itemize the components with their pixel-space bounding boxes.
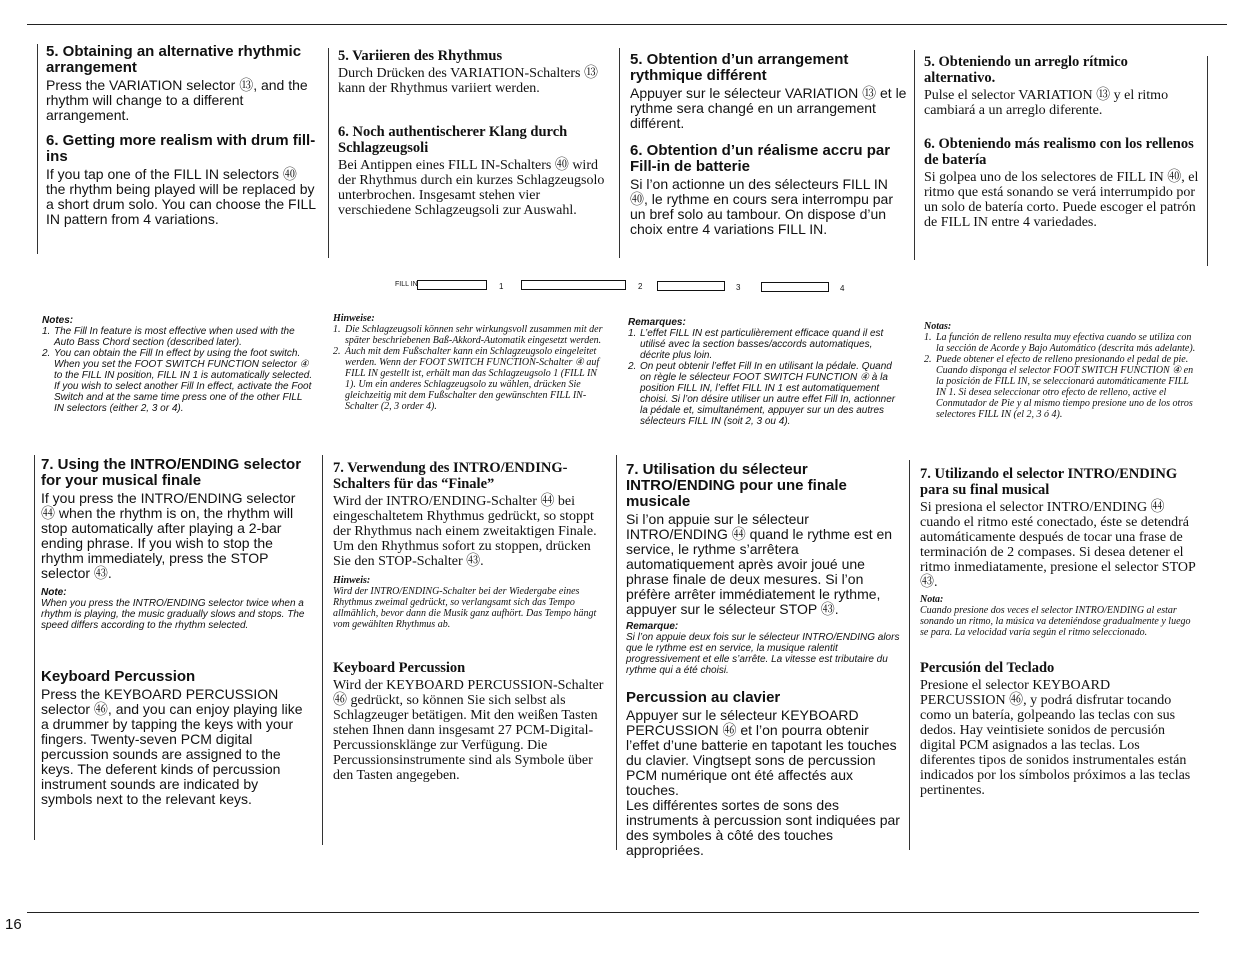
es-note-title: Nota:	[920, 594, 944, 605]
es-notes	[924, 321, 1196, 420]
fr-kp-title: Percussion au clavier	[626, 689, 781, 706]
divider-right-top	[1207, 56, 1208, 266]
en-note-title: Note:	[41, 587, 67, 598]
es-note: Cuando presione dos veces el selector INTRO/ENDING al estar sonando un ritmo, la música va deteniéndose gradualmente y luego se para. La velocidad varía según el ritmo seleccionado.	[920, 605, 1191, 638]
de-notes	[333, 313, 605, 412]
fr-top-column	[630, 52, 908, 237]
en-s7-body: If you press the INTRO/ENDING selector ㊹ when the rhythm is on, the rhythm will stop automatically after playing a 2-bar ending phrase. If you wish to stop the rhythm immediately, press the STOP selector ㊸.	[41, 490, 296, 581]
es-kp-body: Presione el selector KEYBOARD PERCUSSION ㊻, y podrá disfrutar tocando como un batería, golpeando las teclas con sus dedos. Hay veintisiete sonidos de percusión digital PCM asignados a las teclas. Los diferentes tipos de sonidos instrumentales están indicados por los símbolos próximos a las teclas pertinentes.	[920, 678, 1191, 798]
fill-in-selector-1	[417, 280, 487, 290]
divider-de-top	[328, 48, 329, 258]
fr-note-1: 1. L’effet FILL IN est particulièrement efficace quand il est utilisé avec la section basses/accords automatiques, décrite plus loin.	[628, 328, 884, 361]
fill-in-selector-2	[521, 280, 626, 290]
es-s5-title: 5. Obteniendo un arreglo rítmico alternativo.	[924, 54, 1128, 86]
fr-s5-title: 5. Obtention d’un arrangement rythmique différent	[630, 51, 849, 84]
en-s5-body: Press the VARIATION selector ⑬, and the rhythm will change to a different arrangement.	[46, 77, 308, 123]
en-s6-body: If you tap one of the FILL IN selectors ㊵ the rhythm being played will be replaced by a short drum solo. You can choose the FILL IN pattern from 4 variations.	[46, 166, 316, 227]
fill-in-number-4: 4	[840, 284, 845, 293]
fill-in-selector-3	[657, 281, 725, 291]
de-s6-body: Bei Antippen eines FILL IN-Schalters ㊵ wird der Rhythmus durch ein kurzes Schlagzeugsolo unterbrochen. Insgesamt stehen vier verschiedene Schlagzeugsoli zur Auswahl.	[338, 158, 605, 218]
fill-in-number-3: 3	[736, 283, 741, 292]
fr-kp-body-1: Appuyer sur le sélecteur KEYBOARD PERCUSSION ㊻ et l’on pourra obtenir l’effet d’une batterie en tapotant les touches du clavier. Vingtsept sons de percussion PCM numérique ont été affectés aux touches.	[626, 707, 897, 798]
de-note-1: 1. Die Schlagzeugsoli können sehr wirkungsvoll zusammen mit der später beschriebenen Baß-Akkord-Automatik eingesetzt werden.	[333, 324, 603, 346]
de-s5-title: 5. Variieren des Rhythmus	[338, 48, 503, 64]
divider-fr-top	[619, 48, 620, 258]
fr-note-2: 2. On peut obtenir l’effet Fill In en utilisant la pédale. Quand on règle le sélecteur FOOT SWITCH FUNCTION ④ à la position FILL IN, l’effet FILL IN 1 est automatiquement choisi. Si l’on désire utiliser un autre effet Fill In, actionner la pédale et, simultanément, appuyer sur un des autres sélecteurs FILL IN (soit 2, 3 ou 4).	[628, 361, 896, 427]
fill-in-label: FILL IN	[395, 281, 418, 288]
en-note-1: 1. The Fill In feature is most effective when used with the Auto Bass Chord section (described later).	[42, 326, 295, 348]
fr-kp-body-2: Les différentes sortes de sons des instruments à percussion sont indiquées par des symboles à côté des touches appropriées.	[626, 797, 900, 858]
es-bottom-column	[920, 466, 1196, 798]
en-notes	[42, 315, 314, 414]
divider-en-bottom	[34, 455, 35, 840]
en-s5-title: 5. Obtaining an alternative rhythmic arrangement	[46, 43, 302, 76]
divider-fr-bottom	[616, 455, 617, 850]
fr-s6-body: Si l’on actionne un des sélecteurs FILL IN ㊵, le rythme en cours sera interrompu par un bref solo au tambour. On dispose d’un choix entre 4 variations FILL IN.	[630, 176, 893, 237]
en-kp-title: Keyboard Percussion	[41, 668, 196, 685]
en-s6-title: 6. Getting more realism with drum fill-ins	[46, 132, 316, 165]
en-top-column	[46, 44, 318, 227]
top-rule	[27, 24, 1227, 25]
divider-es-top	[914, 50, 915, 260]
es-kp-title: Percusión del Teclado	[920, 660, 1055, 676]
de-bottom-column	[333, 460, 609, 783]
fr-note: Si l’on appuie deux fois sur le sélecteur INTRO/ENDING alors que le rythme est en service, la musique ralentit progressivement et elle s’arrête. La vitesse est tributaire du rythme qui a été choisi.	[626, 632, 900, 676]
fill-in-number-2: 2	[638, 282, 643, 291]
de-kp-title: Keyboard Percussion	[333, 660, 466, 676]
fr-s6-title: 6. Obtention d’un réalisme accru par Fill-in de batterie	[630, 142, 891, 175]
fr-bottom-column	[626, 462, 902, 858]
en-notes-title: Notes:	[42, 315, 74, 326]
de-top-column	[338, 48, 616, 218]
page-number: 16	[5, 916, 22, 933]
es-top-column	[924, 54, 1200, 230]
fill-in-diagram	[395, 278, 855, 292]
en-kp-body: Press the KEYBOARD PERCUSSION selector ㊻, and you can enjoy playing like a drummer by tapping the keys with your fingers. Twenty-seven PCM digital percussion sounds are assigned to the keys. The deferent kinds of percussion instrument sounds are indicated by symbols next to the relevant keys.	[41, 686, 303, 807]
es-notes-title: Notas:	[924, 321, 952, 332]
es-s5-body: Pulse el selector VARIATION ⑬ y el ritmo cambiará a un arreglo diferente.	[924, 88, 1169, 118]
de-s7-title: 7. Verwendung des INTRO/ENDING-Schalters für das “Finale”	[333, 460, 568, 492]
de-s7-body: Wird der INTRO/ENDING-Schalter ㊹ bei eingeschaltetem Rhythmus gedrückt, so stoppt der Rhythmus nach einem zweitaktigen Finale. Um den Rhythmus sofort zu stoppen, drücken Sie den STOP-Schalter ㊸.	[333, 494, 597, 569]
es-note-2: 2. Puede obtener el efecto de relleno presionando el pedal de pie. Cuando disponga el selector FOOT SWITCH FUNCTION ④ en la posición de FILL IN, se seleccionará automáticamente FILL IN 1. Si desea seleccionar otro efecto de relleno, active el Conmutador de Pie y al mismo tiempo presione uno de los otros selectores FILL IN (el 2, 3 ó 4).	[924, 354, 1194, 420]
fr-s7-title: 7. Utilisation du sélecteur INTRO/ENDING pour une finale musicale	[626, 461, 847, 510]
bottom-rule	[27, 912, 1199, 913]
de-note-title: Hinweis:	[333, 575, 371, 586]
fill-in-selector-4	[761, 282, 829, 292]
en-bottom-column	[41, 457, 313, 807]
en-note-2: 2. You can obtain the Fill In effect by using the foot switch. When you set the FOOT SWITCH FUNCTION selector ④ to the FILL IN position, FILL IN 1 is automatically selected. If you wish to select another Fill In effect, activate the Foot Switch and at the same time press one of the other FILL IN selectors (either 2, 3 or 4).	[42, 348, 313, 414]
es-s7-body: Si presiona el selector INTRO/ENDING ㊹ cuando el ritmo esté conectado, éste se detendrá automáticamente después de tocar una frase de terminación de 2 compases. Si desea detener el ritmo inmediatamente, presione el selector STOP ㊸.	[920, 500, 1196, 590]
de-s6-title: 6. Noch authentischerer Klang durch Schlagzeugsoli	[338, 124, 568, 156]
es-s7-title: 7. Utilizando el selector INTRO/ENDING para su final musical	[920, 466, 1178, 498]
fr-s5-body: Appuyer sur le sélecteur VARIATION ⑬ et le rythme sera changé en un arrangement différent.	[630, 85, 907, 131]
es-s6-title: 6. Obteniendo más realismo con los rellenos de batería	[924, 136, 1194, 168]
en-note: When you press the INTRO/ENDING selector twice when a rhythm is playing, the music gradually slows and stops. The speed differs according to the rhythm selected.	[41, 598, 305, 631]
de-note-2: 2. Auch mit dem Fußschalter kann ein Schlagzeugsolo eingeleitet werden. Wenn der FOOT SWITCH FUNCTION-Schalter ④ auf FILL IN gestellt ist, erhält man das Schlagzeugsolo 1 (FILL IN 1). Um ein anderes Schlagzeugsolo zu wählen, drücken Sie gleichzeitig mit dem Fußschalter den gewünschten FILL IN-Schalter (2, 3 order 4).	[333, 346, 600, 412]
es-s6-body: Si golpea uno de los selectores de FILL IN ㊵, el ritmo que está sonando se verá interrumpido por un solo de batería corto. Puede escoger el patrón de FILL IN entre 4 variedades.	[924, 170, 1199, 230]
divider-de-bottom	[322, 455, 323, 845]
fill-in-number-1: 1	[499, 282, 504, 291]
es-note-1: 1. La función de relleno resulta muy efectiva cuando se utiliza con la sección de Acorde y Bajo Automático (descrita más adelante).	[924, 332, 1196, 354]
de-note: Wird der INTRO/ENDING-Schalter bei der Wiedergabe eines Rhythmus zweimal gedrückt, so verlangsamt sich das Tempo allmählich, bevor dann die Musik ganz aufhört. Das Tempo hängt vom gewählten Rhythmus ab.	[333, 586, 597, 630]
fr-s7-body: Si l’on appuie sur le sélecteur INTRO/ENDING ㊹ quand le rythme est en service, le rythme s’arrêtera automatiquement après avoir joué une phrase finale de deux mesures. Si l’on préfère arrêter immédiatement le rythme, appuyer sur le sélecteur STOP ㊸.	[626, 511, 893, 617]
fr-notes-title: Remarques:	[628, 317, 686, 328]
de-notes-title: Hinweise:	[333, 313, 375, 324]
divider-en-top	[37, 44, 38, 254]
de-kp-body: Wird der KEYBOARD PERCUSSION-Schalter ㊻ gedrückt, so können Sie sich selbst als Schlagzeuger betätigen. Mit den weißen Tasten stehen Ihnen dann insgesamt 27 PCM-Digital-Percussionsklänge zur Verfügung. Die Percussionsinstrumente sind als Symbole über den Tasten angegeben.	[333, 678, 604, 783]
de-s5-body: Durch Drücken des VARIATION-Schalters ⑬ kann der Rhythmus variiert werden.	[338, 66, 598, 96]
fr-notes	[628, 317, 903, 427]
divider-es-bottom	[909, 460, 910, 850]
fr-note-title: Remarque:	[626, 621, 679, 632]
en-s7-title: 7. Using the INTRO/ENDING selector for your musical finale	[41, 456, 302, 489]
